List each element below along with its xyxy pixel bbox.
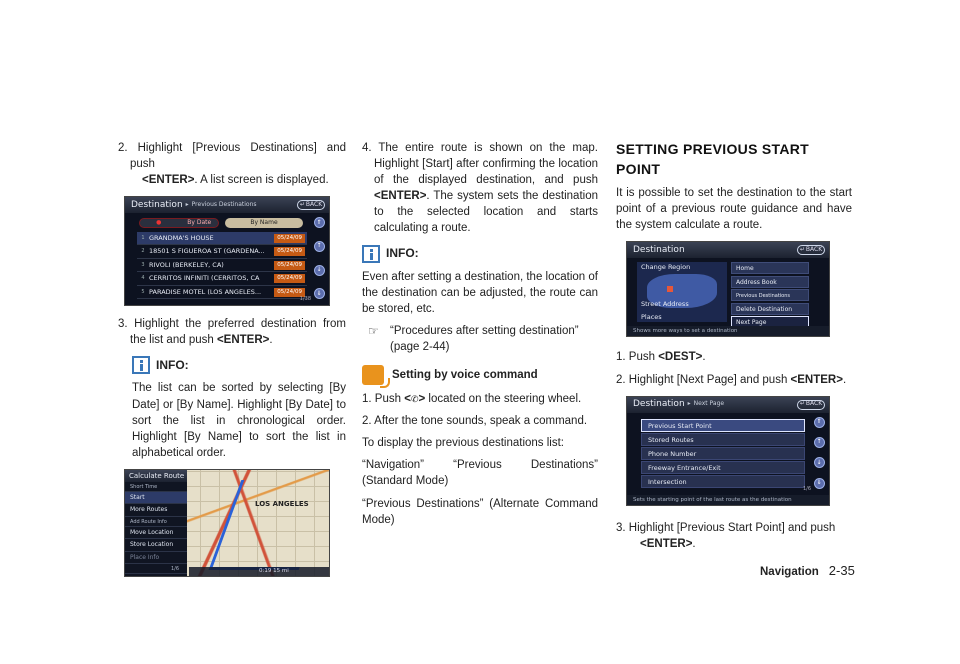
- back-arrow-icon: ↵: [799, 400, 805, 408]
- menu-item: Delete Destination: [731, 303, 809, 315]
- paragraph: To display the previous destinations list:: [362, 437, 564, 450]
- page-reference: ☞ “Procedures after setting destination” (page 2-44): [362, 323, 598, 355]
- sort-by-date-tab: ● By Date: [139, 218, 219, 228]
- menu-item: More Routes: [125, 504, 187, 517]
- enter-key-label: <ENTER>: [374, 190, 427, 203]
- scroll-down-icon: ↓: [314, 265, 325, 276]
- info-icon: [362, 245, 380, 263]
- step-text: Highlight [Previous Destinations] and push: [130, 142, 346, 171]
- route-status-bar: 0:19 15 mi: [189, 567, 329, 576]
- list-item: 5 PARADISE MOTEL (LOS ANGELES... 05/24/09: [137, 286, 307, 299]
- chevron-right-icon: ▸: [687, 400, 691, 408]
- back-arrow-icon: ↵: [799, 246, 805, 254]
- step-2: 2. Highlight [Next Page] and push <ENTER>.: [616, 373, 847, 386]
- next-page-screenshot: [626, 396, 830, 506]
- calculate-route-screenshot: [124, 469, 330, 577]
- previous-destinations-screenshot: [124, 196, 330, 306]
- screen-subtitle: Previous Destinations: [191, 201, 257, 209]
- scroll-bottom-icon: ⇓: [314, 288, 325, 299]
- paragraph: “Navigation” “Previous Destinations” (Standard Mode): [362, 459, 598, 488]
- step-text-end: . A list screen is displayed.: [194, 174, 329, 187]
- destination-list: [137, 232, 307, 300]
- destination-menu-screenshot: [626, 241, 830, 337]
- route-menu-panel: [125, 470, 187, 576]
- menu-item: Place Info: [125, 552, 187, 565]
- menu-item: Phone Number: [641, 447, 805, 460]
- back-button: ↵ BACK: [797, 245, 825, 255]
- screen-title: Calculate Route: [125, 470, 187, 482]
- chevron-right-icon: ▸: [185, 201, 189, 209]
- voice-step-2: 2. After the tone sounds, speak a command.: [362, 415, 588, 428]
- map-city-label: LOS ANGELES: [255, 499, 309, 508]
- dest-key-label: <DEST>: [658, 351, 703, 364]
- back-arrow-icon: ↵: [299, 201, 305, 209]
- page-footer: [760, 562, 855, 580]
- list-item: 3 RIVOLI (BERKELEY, CA) 05/24/09: [137, 259, 307, 272]
- screen-title: Destination: [131, 199, 183, 210]
- step-4: 4. The entire route is shown on the map. Highlight [Start] after confirming the location of the displayed destination, and push <ENTER>. The system sets the destination to the selected location and starts calculating a route.: [362, 142, 598, 235]
- next-page-menu: [641, 419, 805, 490]
- enter-key-label: <ENTER>: [216, 334, 270, 347]
- step-1: 1. Push <DEST>.: [616, 351, 706, 364]
- status-bar: Sets the starting point of the last route as the destination: [627, 495, 829, 505]
- location-pin-icon: [667, 286, 673, 292]
- scroll-up-icon: ↑: [814, 437, 825, 448]
- pointing-hand-icon: ☞: [368, 323, 379, 338]
- column-right: [616, 140, 852, 558]
- intro-text: It is possible to set the destination to the start point of a previous route guidance and have the system calculate a route.: [616, 187, 852, 232]
- page-number: 2-35: [828, 563, 855, 578]
- scroll-up-icon: ↑: [314, 241, 325, 252]
- screen-subtitle: Next Page: [693, 400, 725, 408]
- scroll-down-icon: ↓: [814, 457, 825, 468]
- enter-key-label: <ENTER>: [790, 373, 843, 386]
- voice-command-heading: Setting by voice command: [362, 365, 598, 385]
- street-address-button: Street Address: [641, 300, 689, 309]
- menu-item: Home: [731, 262, 809, 274]
- menu-item: Store Location: [125, 539, 187, 552]
- menu-item: Freeway Entrance/Exit: [641, 461, 805, 474]
- places-button: Places: [641, 313, 662, 322]
- menu-item: Previous Destinations: [731, 289, 809, 301]
- step-3: 3. Highlight [Previous Start Point] and push <ENTER>.: [616, 521, 836, 550]
- menu-item: Add Route Info: [125, 517, 187, 527]
- scroll-bottom-icon: ⇓: [814, 478, 825, 489]
- menu-item: Short Time: [125, 482, 187, 492]
- info-heading: INFO:: [362, 245, 598, 263]
- talk-switch-icon: ✆: [410, 394, 419, 405]
- enter-key-label: <ENTER>: [640, 537, 693, 550]
- page-indicator: 1/6: [802, 485, 811, 492]
- radio-dot-icon: ●: [156, 219, 162, 227]
- step-2: [118, 140, 346, 188]
- column-middle: [362, 140, 598, 534]
- back-button: ↵ BACK: [297, 200, 325, 210]
- menu-item: Move Location: [125, 527, 187, 540]
- menu-item-next-page: Next Page: [731, 316, 809, 328]
- column-left: [118, 140, 346, 577]
- scroll-top-icon: ⇑: [314, 217, 325, 228]
- enter-key-label: <ENTER>: [142, 174, 195, 187]
- sort-tabs: [139, 218, 303, 228]
- section-heading: SETTING PREVIOUS START POINT: [616, 141, 810, 177]
- list-item: 1 GRANDMA'S HOUSE 05/24/09: [137, 232, 307, 245]
- screen-title: Destination: [627, 242, 829, 258]
- page-indicator: 1/6: [125, 564, 187, 574]
- status-bar: Shows more ways to set a destination: [627, 326, 829, 336]
- info-title: INFO:: [156, 358, 189, 373]
- destination-menu: [731, 262, 809, 330]
- step-number: 2.: [118, 142, 128, 154]
- sort-by-name-tab: By Name: [225, 218, 303, 228]
- page-indicator: 1/38: [299, 296, 311, 303]
- menu-item: Intersection: [641, 475, 805, 488]
- voice-step-1: 1. Push <✆> located on the steering wheel.: [362, 393, 582, 406]
- list-item: 2 18501 S FIGUEROA ST (GARDENA... 05/24/09: [137, 246, 307, 259]
- menu-item: Stored Routes: [641, 433, 805, 446]
- screen-title: Destination: [633, 399, 685, 410]
- voice-command-icon: [362, 365, 384, 385]
- info-block: [118, 356, 346, 460]
- paragraph: “Previous Destinations” (Alternate Command Mode): [362, 497, 598, 526]
- step-3: 3. Highlight the preferred destination from the list and push <ENTER>.: [118, 318, 346, 347]
- scroll-buttons: [812, 417, 826, 489]
- info-text: Even after setting a destination, the location of the destination can be adjusted, the route can be stored, etc.: [362, 270, 598, 315]
- section-name: Navigation: [760, 566, 819, 578]
- info-text: The list can be sorted by selecting [By Date] or [By Name]. Highlight [By Date] to sort the list in chronological order. Highlight [By Name] to sort the list in alphabetical order.: [132, 382, 346, 459]
- menu-item-start: Start: [125, 492, 187, 505]
- menu-item: Address Book: [731, 276, 809, 288]
- change-region-button: Change Region: [641, 263, 691, 272]
- back-button: ↵ BACK: [797, 400, 825, 410]
- list-item: 4 CERRITOS INFINITI (CERRITOS, CA 05/24/09: [137, 273, 307, 286]
- info-icon: [132, 356, 150, 374]
- menu-item-previous-start-point: Previous Start Point: [641, 419, 805, 432]
- scroll-top-icon: ⇑: [814, 417, 825, 428]
- scroll-buttons: [312, 217, 326, 299]
